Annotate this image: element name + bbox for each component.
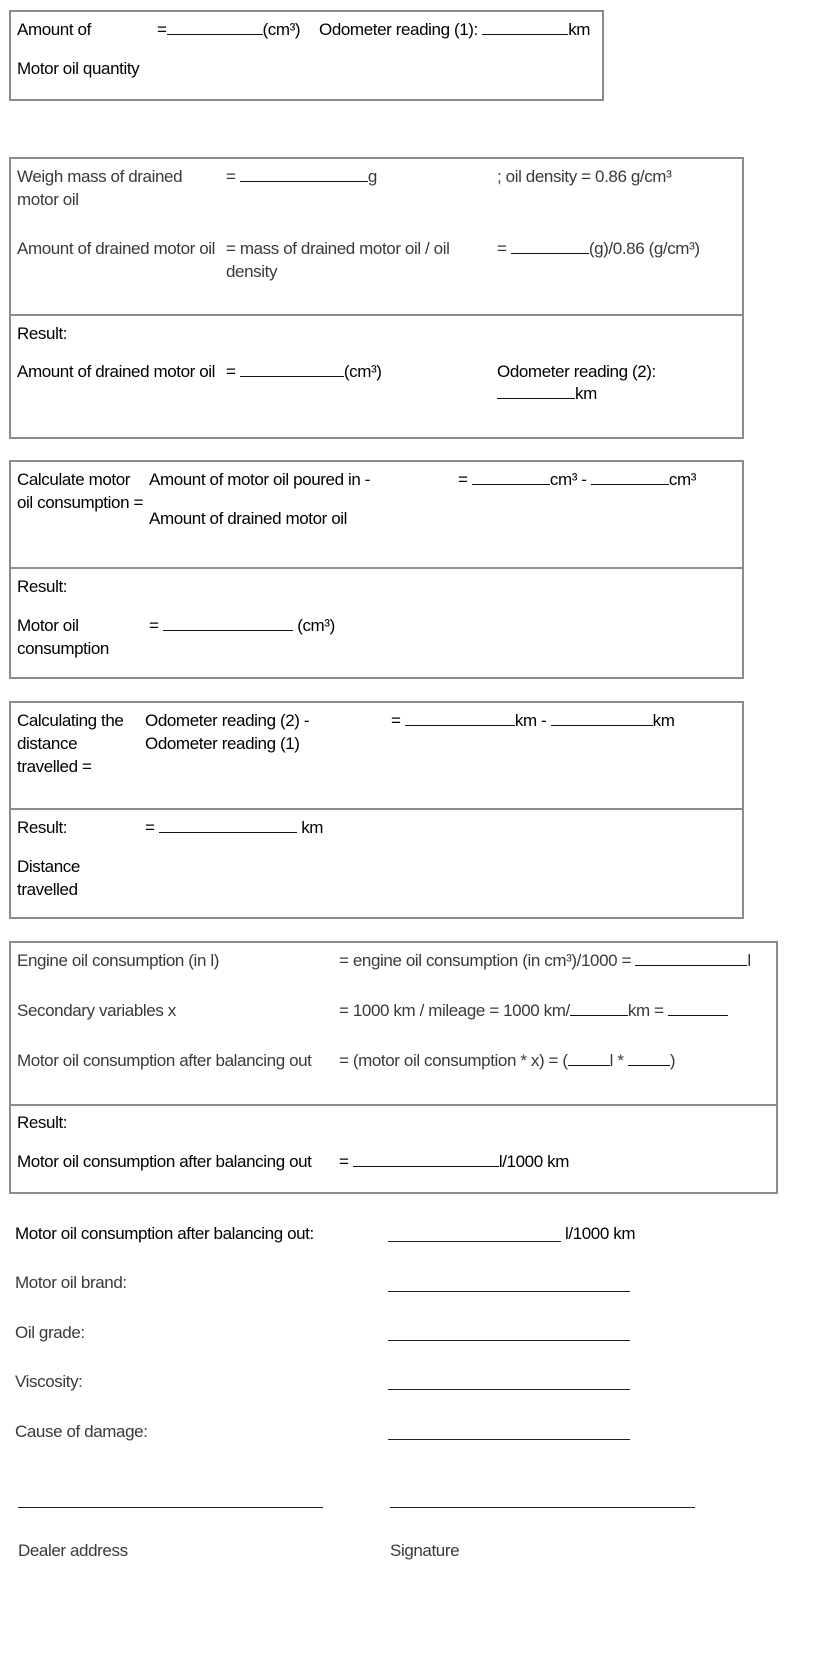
poured-in-text: Amount of motor oil poured in -	[149, 470, 370, 489]
engine-oil-consumption-label: Engine oil consumption (in l)	[17, 951, 219, 970]
cause-of-damage-line[interactable]	[388, 1439, 630, 1440]
drained-amount-blank[interactable]	[511, 238, 589, 254]
odometer-1-field	[319, 18, 590, 41]
result-distance-blank[interactable]	[159, 817, 297, 833]
balanced-consumption-label: Motor oil consumption after balancing out	[17, 1051, 312, 1070]
unit-km: km	[575, 384, 597, 403]
drained-amount-equation	[497, 237, 700, 260]
equals-sign: =	[226, 167, 236, 186]
drained-amount-formula: = mass of drained motor oil / oil density	[226, 239, 450, 281]
distance-travelled-section	[9, 701, 744, 919]
unit-g: g	[367, 167, 377, 186]
motor-oil-quantity-label: Motor oil quantity	[17, 59, 140, 78]
formula-text: = 1000 km / mileage = 1000 km/	[339, 1001, 570, 1020]
section-divider	[11, 808, 742, 810]
closing-paren: )	[669, 1051, 676, 1070]
balanced-consumption-formula	[339, 1049, 675, 1072]
result-drained-amount-label: Amount of drained motor oil	[17, 362, 216, 381]
consumption-equation	[458, 468, 696, 491]
unit-cm3: (cm³)	[297, 616, 335, 635]
calculating-distance-label: Calculating the distance travelled =	[17, 711, 124, 776]
unit-km-minus: km -	[514, 711, 547, 730]
result-balanced-equation	[339, 1150, 569, 1173]
drained-amount-label: Amount of drained motor oil	[17, 239, 216, 258]
distance-formula: Odometer reading (2) - Odometer reading (1)	[145, 711, 310, 753]
dealer-address-label: Dealer address	[18, 1541, 128, 1560]
section-divider	[11, 567, 742, 569]
motor-oil-quantity-section	[9, 10, 604, 101]
equals-sign: =	[157, 20, 167, 39]
drained-blank[interactable]	[591, 469, 669, 485]
section-divider	[11, 314, 742, 316]
summary-consumption-unit: l/1000 km	[565, 1224, 636, 1243]
unit-density: (g)/0.86 (g/cm³)	[588, 239, 700, 258]
viscosity-line[interactable]	[388, 1389, 630, 1390]
amount-label: Amount of	[17, 20, 91, 39]
oil-consumption-section	[9, 460, 744, 679]
signature-line[interactable]	[390, 1507, 695, 1508]
unit-l: l	[747, 951, 751, 970]
result-heading: Result:	[17, 1113, 68, 1132]
unit-km: km	[301, 818, 324, 837]
result-balanced-blank[interactable]	[353, 1151, 499, 1167]
oil-grade-label: Oil grade:	[15, 1323, 85, 1342]
unit-l-times: l *	[609, 1051, 624, 1070]
calculate-consumption-label: Calculate motor oil consumption =	[17, 470, 143, 512]
secondary-variable-formula	[339, 999, 728, 1022]
equals-sign: =	[458, 470, 468, 489]
odometer-2-blank[interactable]	[497, 383, 575, 399]
distance-equation	[391, 709, 675, 732]
equals-sign: =	[497, 239, 507, 258]
weigh-mass-blank[interactable]	[240, 166, 368, 182]
formula-text: = engine oil consumption (in cm³)/1000 =	[339, 951, 632, 970]
unit-cm3: (cm³)	[262, 20, 301, 39]
result-drained-amount-equation	[226, 360, 382, 383]
odometer-1-blank[interactable]	[482, 19, 568, 35]
balanced-consumption-section	[9, 941, 778, 1194]
weigh-mass-label: Weigh mass of drained motor oil	[17, 167, 183, 209]
odometer-1-label: Odometer reading (1):	[319, 20, 478, 39]
weigh-mass-equation	[226, 165, 377, 188]
consumption-l-blank[interactable]	[568, 1050, 610, 1066]
drained-text: Amount of drained motor oil	[149, 509, 348, 528]
engine-oil-consumption-blank[interactable]	[635, 950, 747, 966]
equals-sign: =	[226, 362, 236, 381]
equals-sign: =	[145, 818, 155, 837]
amount-blank[interactable]	[167, 19, 263, 35]
equals-sign: =	[391, 711, 401, 730]
result-heading: Result:	[17, 577, 68, 596]
result-distance-label: Distance travelled	[17, 857, 80, 899]
result-distance-equation	[145, 816, 323, 839]
motor-oil-brand-label: Motor oil brand:	[15, 1273, 127, 1292]
odometer-2-label: Odometer reading (2):	[497, 362, 656, 381]
result-consumption-label: Motor oil consumption	[17, 616, 109, 658]
result-heading: Result:	[17, 324, 68, 343]
unit-cm3: (cm³)	[343, 362, 382, 381]
unit-km-equals: km =	[627, 1001, 664, 1020]
viscosity-label: Viscosity:	[15, 1372, 83, 1391]
result-consumption-equation	[149, 614, 335, 637]
motor-oil-brand-line[interactable]	[388, 1291, 630, 1292]
unit-l-per-1000km: l/1000 km	[498, 1152, 569, 1171]
equals-sign: =	[339, 1152, 349, 1171]
mileage-blank[interactable]	[570, 1000, 628, 1016]
dealer-address-line[interactable]	[18, 1507, 323, 1508]
amount-equation	[157, 18, 300, 41]
unit-cm3: cm³	[668, 470, 697, 489]
odometer-1-value-blank[interactable]	[551, 710, 653, 726]
result-balanced-label: Motor oil consumption after balancing out	[17, 1152, 312, 1171]
section-divider	[11, 1104, 776, 1106]
signature-label: Signature	[390, 1541, 460, 1560]
result-heading: Result:	[17, 818, 68, 837]
summary-consumption-line[interactable]	[388, 1241, 561, 1242]
unit-cm3-minus: cm³ -	[549, 470, 587, 489]
cause-of-damage-label: Cause of damage:	[15, 1422, 148, 1441]
formula-text: = (motor oil consumption * x) = (	[339, 1051, 568, 1070]
result-consumption-blank[interactable]	[163, 615, 293, 631]
odometer-2-field	[497, 382, 597, 405]
engine-oil-consumption-formula	[339, 949, 751, 972]
odometer-2-value-blank[interactable]	[405, 710, 515, 726]
poured-in-blank[interactable]	[472, 469, 550, 485]
x-factor-blank[interactable]	[628, 1050, 670, 1066]
oil-grade-line[interactable]	[388, 1340, 630, 1341]
drained-oil-section	[9, 157, 744, 439]
result-drained-amount-blank[interactable]	[240, 361, 344, 377]
unit-km: km	[652, 711, 675, 730]
unit-km: km	[568, 20, 591, 39]
oil-density-text: ; oil density = 0.86 g/cm³	[497, 167, 672, 186]
x-value-blank[interactable]	[668, 1000, 728, 1016]
summary-consumption-label: Motor oil consumption after balancing out:	[15, 1224, 314, 1243]
equals-sign: =	[149, 616, 159, 635]
secondary-variable-label: Secondary variables x	[17, 1001, 176, 1020]
